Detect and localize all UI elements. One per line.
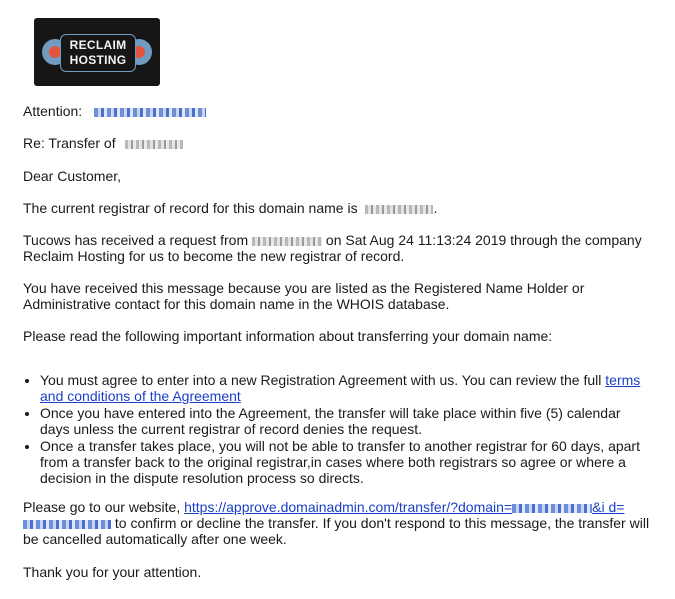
registrar-tail: .: [433, 200, 438, 216]
greeting: Dear Customer,: [23, 168, 122, 184]
website-paragraph: [23, 499, 653, 547]
listed-paragraph: You have received this message because you are listed as the Registered Name Holder or Administrative contact for this domain name in the WHOIS database.: [23, 280, 585, 312]
redacted-email-link[interactable]: [94, 108, 206, 117]
website-intro: Please go to our website,: [23, 499, 181, 515]
redacted-domain: [125, 140, 183, 149]
approve-transfer-link[interactable]: https://approve.domainadmin.com/transfer/?domain= &i d=: [23, 499, 624, 531]
re-label: Re: Transfer of: [23, 135, 116, 151]
redacted-registrar: [365, 205, 433, 214]
attention-line: [23, 103, 206, 119]
transfer-info-list: [19, 372, 645, 487]
read-paragraph: Please read the following important information about transferring your domain name:: [23, 328, 553, 344]
request-paragraph: [23, 232, 653, 264]
logo-wordmark: [60, 34, 136, 72]
logo-line-2: HOSTING: [69, 53, 127, 67]
request-part-2: on Sat Aug 24 11:13:24 2019 through the company Reclaim Hosting for us to become the new registrar of record.: [23, 232, 642, 264]
website-outro: to confirm or decline the transfer. If you don't respond to this message, the transfer will be cancelled automatically after one week.: [23, 515, 650, 547]
thanks-line: Thank you for your attention.: [23, 564, 202, 580]
attention-label: Attention:: [23, 103, 83, 119]
redacted-requester: [252, 237, 322, 246]
list-item: • You must agree to enter into a new Registration Agreement with us. You can review the full terms and conditions of the Agreement: [40, 372, 645, 404]
reclaim-hosting-logo: [34, 18, 160, 86]
registrar-line: [23, 200, 437, 216]
list-item: • Once a transfer takes place, you will not be able to transfer to another registrar for 60 days, apart from a transfer back to the original registrar,in cases where both registrars so agree or where a decision in the dispute resolution process so directs.: [40, 438, 645, 486]
request-part-1: Tucows has received a request from: [23, 232, 249, 248]
logo-line-1: RECLAIM: [69, 38, 127, 52]
re-line: [23, 135, 183, 151]
registrar-sentence: The current registrar of record for this domain name is: [23, 200, 358, 216]
list-item: • Once you have entered into the Agreement, the transfer will take place within five (5) calendar days unless the current registrar of record denies the request.: [40, 405, 645, 437]
terms-link[interactable]: terms and conditions of the Agreement: [40, 372, 641, 404]
